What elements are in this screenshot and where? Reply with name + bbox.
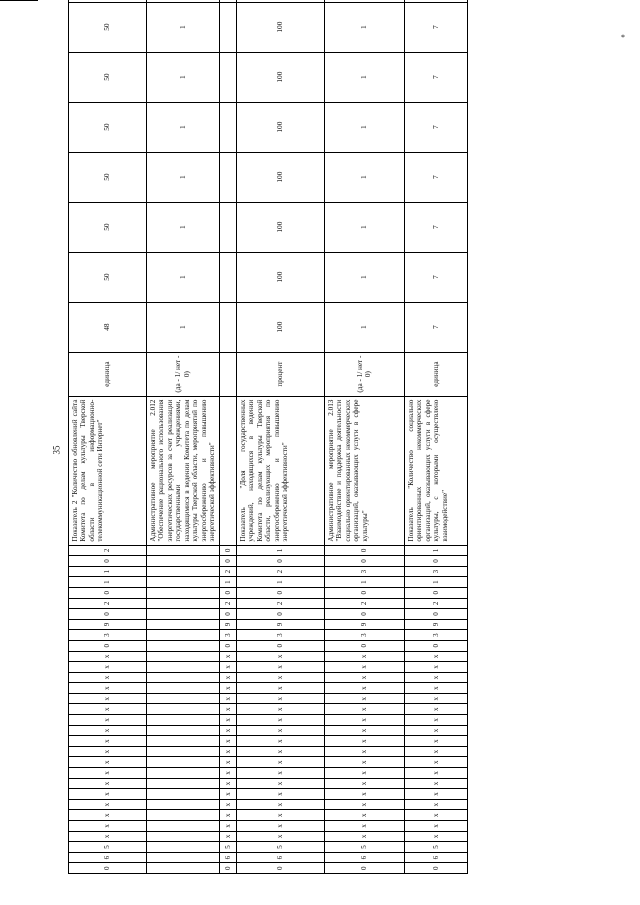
code-cell: [147, 831, 220, 842]
code-cell: х: [236, 810, 324, 821]
value-cell: [404, 0, 467, 2]
code-cell: х: [69, 799, 147, 810]
code-cell: х: [236, 651, 324, 662]
value-cell: 1: [324, 252, 404, 302]
code-cell: х: [69, 725, 147, 736]
code-cell: х: [219, 778, 236, 789]
code-cell: х: [324, 651, 404, 662]
value-cell: 7: [404, 302, 467, 352]
code-cell: х: [236, 757, 324, 768]
value-cell: 1: [147, 2, 220, 52]
corner-mark: *: [621, 33, 625, 42]
code-cell: 2: [236, 566, 324, 577]
code-cell: 0: [324, 609, 404, 620]
code-cell: х: [219, 789, 236, 800]
code-cell: х: [236, 683, 324, 694]
code-cell: х: [219, 672, 236, 683]
table-row: [147, 0, 220, 874]
value-cell: 7: [404, 252, 467, 302]
code-cell: х: [69, 810, 147, 821]
code-cell: 2: [69, 545, 147, 556]
code-cell: х: [236, 778, 324, 789]
value-cell: 7: [404, 52, 467, 102]
value-cell: [219, 2, 236, 52]
unit-cell: единица: [69, 352, 147, 396]
code-cell: 6: [69, 852, 147, 863]
code-cell: х: [404, 704, 467, 715]
code-cell: [147, 842, 220, 853]
code-cell: х: [69, 651, 147, 662]
code-cell: х: [69, 831, 147, 842]
code-cell: х: [236, 821, 324, 832]
description-cell: Показатель "Доля государственных учреждений, находящихся в ведении Комитета по делам культуры Тверской области, реализующих мероприятия по энергосбережению и повышению энергетической эффективности": [236, 396, 324, 545]
code-cell: х: [236, 746, 324, 757]
code-cell: х: [236, 715, 324, 726]
code-cell: 6: [236, 852, 324, 863]
code-cell: х: [236, 704, 324, 715]
code-cell: 0: [404, 556, 467, 567]
code-cell: х: [219, 704, 236, 715]
value-cell: [219, 102, 236, 152]
code-cell: 0: [236, 863, 324, 874]
code-cell: 1: [69, 566, 147, 577]
code-cell: х: [404, 725, 467, 736]
value-cell: 1: [324, 2, 404, 52]
code-cell: [147, 852, 220, 863]
page-number: 35: [51, 445, 62, 455]
code-cell: 0: [219, 609, 236, 620]
code-cell: 9: [236, 619, 324, 630]
value-cell: 48: [69, 302, 147, 352]
code-cell: [147, 778, 220, 789]
code-cell: х: [404, 672, 467, 683]
unit-cell: (да - 1/ нет - 0): [324, 352, 404, 396]
description-cell: [219, 396, 236, 545]
value-cell: 100: [236, 2, 324, 52]
value-cell: 1: [324, 102, 404, 152]
code-cell: 0: [236, 640, 324, 651]
code-cell: х: [219, 715, 236, 726]
code-cell: х: [219, 693, 236, 704]
rotated-table-sheet: [68, 21, 464, 874]
code-cell: 1: [219, 577, 236, 588]
code-cell: [147, 746, 220, 757]
code-cell: х: [69, 736, 147, 747]
code-cell: х: [404, 778, 467, 789]
code-cell: х: [219, 768, 236, 779]
code-cell: [147, 725, 220, 736]
value-cell: 50: [69, 2, 147, 52]
code-cell: х: [324, 704, 404, 715]
code-cell: х: [404, 746, 467, 757]
code-cell: х: [69, 821, 147, 832]
value-cell: 50: [69, 252, 147, 302]
code-cell: х: [404, 768, 467, 779]
code-cell: 0: [69, 587, 147, 598]
code-cell: 5: [236, 842, 324, 853]
code-cell: 2: [324, 598, 404, 609]
code-cell: 9: [404, 619, 467, 630]
code-cell: [147, 556, 220, 567]
value-cell: 1: [147, 102, 220, 152]
code-cell: [147, 587, 220, 598]
code-cell: х: [324, 672, 404, 683]
table-row: [324, 0, 404, 874]
value-cell: 100: [236, 252, 324, 302]
code-cell: [147, 736, 220, 747]
value-cell: 7: [404, 152, 467, 202]
code-cell: х: [236, 736, 324, 747]
code-cell: х: [404, 821, 467, 832]
code-cell: [147, 863, 220, 874]
code-cell: 5: [324, 842, 404, 853]
code-cell: х: [324, 768, 404, 779]
code-cell: х: [324, 725, 404, 736]
value-cell: 7: [404, 2, 467, 52]
table-row: [236, 0, 324, 874]
code-cell: х: [219, 799, 236, 810]
value-cell: [236, 0, 324, 2]
code-cell: 0: [236, 609, 324, 620]
program-indicators-table: [68, 0, 468, 874]
code-cell: х: [236, 789, 324, 800]
code-cell: 5: [69, 842, 147, 853]
code-cell: х: [236, 672, 324, 683]
code-cell: 2: [69, 598, 147, 609]
description-cell: Административное мероприятие 2.013 "Взаимодействие и поддержка деятельности социально ориентированных некоммерческих организаций, оказывающих услуги в сфере культуры": [324, 396, 404, 545]
value-cell: 1: [147, 302, 220, 352]
code-cell: [147, 651, 220, 662]
code-cell: 3: [324, 566, 404, 577]
code-cell: 9: [219, 619, 236, 630]
value-cell: [219, 302, 236, 352]
code-cell: 5: [219, 842, 236, 853]
value-cell: [219, 202, 236, 252]
unit-cell: процент: [236, 352, 324, 396]
code-cell: [147, 810, 220, 821]
code-cell: х: [404, 810, 467, 821]
code-cell: 3: [236, 630, 324, 641]
code-cell: х: [404, 683, 467, 694]
code-cell: 0: [404, 640, 467, 651]
code-cell: х: [236, 799, 324, 810]
code-cell: [147, 598, 220, 609]
code-cell: 2: [219, 566, 236, 577]
code-cell: 0: [219, 556, 236, 567]
code-cell: [147, 630, 220, 641]
code-cell: х: [324, 821, 404, 832]
code-cell: х: [69, 704, 147, 715]
code-cell: х: [236, 768, 324, 779]
value-cell: 50: [69, 52, 147, 102]
code-cell: х: [324, 799, 404, 810]
code-cell: 0: [404, 863, 467, 874]
code-cell: х: [236, 693, 324, 704]
value-cell: [69, 0, 147, 2]
code-cell: 0: [236, 556, 324, 567]
code-cell: 0: [69, 609, 147, 620]
unit-cell: (да - 1/ нет - 0): [147, 352, 220, 396]
code-cell: 1: [236, 545, 324, 556]
code-cell: [147, 619, 220, 630]
code-cell: х: [324, 715, 404, 726]
code-cell: х: [404, 736, 467, 747]
value-cell: 100: [236, 102, 324, 152]
value-cell: 50: [69, 102, 147, 152]
code-cell: 6: [324, 852, 404, 863]
value-cell: 1: [147, 252, 220, 302]
code-cell: х: [404, 831, 467, 842]
code-cell: 0: [69, 640, 147, 651]
code-cell: 3: [404, 630, 467, 641]
code-cell: х: [219, 821, 236, 832]
code-cell: [147, 672, 220, 683]
code-cell: 0: [69, 556, 147, 567]
code-cell: [147, 640, 220, 651]
value-cell: 1: [147, 152, 220, 202]
value-cell: 100: [236, 302, 324, 352]
code-cell: [147, 693, 220, 704]
code-cell: 3: [404, 566, 467, 577]
code-cell: х: [69, 768, 147, 779]
code-cell: х: [324, 789, 404, 800]
value-cell: 1: [147, 202, 220, 252]
value-cell: 100: [236, 202, 324, 252]
code-cell: [147, 768, 220, 779]
code-cell: [147, 609, 220, 620]
code-cell: х: [324, 683, 404, 694]
value-cell: [219, 52, 236, 102]
description-cell: Показатель 2 "Количество обновлений сайта Комитета по делам культуры Тверской области в информационно-телекоммуникационной сети Интернет": [69, 396, 147, 545]
code-cell: 0: [69, 863, 147, 874]
value-cell: 1: [324, 202, 404, 252]
table-row: [404, 0, 467, 874]
code-cell: 0: [219, 545, 236, 556]
code-cell: х: [404, 662, 467, 673]
code-cell: х: [69, 757, 147, 768]
description-cell: Показатель "Количество социально ориентированных некоммерческих организаций, оказывающих услуги в сфере культуры, с которыми осуществлено взаимодействие": [404, 396, 467, 545]
code-cell: 9: [69, 619, 147, 630]
value-cell: 7: [404, 202, 467, 252]
code-cell: х: [219, 651, 236, 662]
code-cell: 5: [404, 842, 467, 853]
code-cell: х: [219, 746, 236, 757]
code-cell: [147, 545, 220, 556]
code-cell: [147, 566, 220, 577]
code-cell: х: [69, 693, 147, 704]
code-cell: 3: [69, 630, 147, 641]
code-cell: 1: [404, 545, 467, 556]
code-cell: х: [219, 725, 236, 736]
code-cell: х: [69, 789, 147, 800]
code-cell: [147, 821, 220, 832]
code-cell: 0: [324, 545, 404, 556]
code-cell: х: [324, 662, 404, 673]
code-cell: 2: [219, 598, 236, 609]
code-cell: х: [69, 672, 147, 683]
table-row: [219, 0, 236, 874]
value-cell: 1: [324, 302, 404, 352]
code-cell: х: [404, 789, 467, 800]
value-cell: [324, 0, 404, 2]
unit-cell: [219, 352, 236, 396]
code-cell: х: [236, 725, 324, 736]
code-cell: х: [404, 651, 467, 662]
code-cell: 0: [324, 556, 404, 567]
description-cell: Административное мероприятие 2.012 "Обеспечение рационального использования энергетических ресурсов за счет реализации государственными учреждениями, находящимися в ведении Комитета по делам культуры Тверской области, мероприятий по энергосбережению и повышению энергетической эффективности": [147, 396, 220, 545]
code-cell: х: [324, 831, 404, 842]
top-edge-line: [0, 0, 38, 1]
code-cell: х: [219, 757, 236, 768]
code-cell: [147, 662, 220, 673]
value-cell: 7: [404, 102, 467, 152]
value-cell: 100: [236, 152, 324, 202]
value-cell: [219, 0, 236, 2]
code-cell: 0: [219, 587, 236, 598]
code-cell: х: [219, 662, 236, 673]
code-cell: х: [404, 757, 467, 768]
value-cell: 1: [324, 152, 404, 202]
code-cell: 6: [404, 852, 467, 863]
code-cell: 1: [324, 577, 404, 588]
code-cell: 6: [219, 852, 236, 863]
code-cell: 3: [324, 630, 404, 641]
code-cell: х: [324, 693, 404, 704]
value-cell: [219, 252, 236, 302]
value-cell: [147, 0, 220, 2]
code-cell: х: [219, 831, 236, 842]
code-cell: 1: [404, 577, 467, 588]
code-cell: [147, 799, 220, 810]
table-row: [69, 0, 147, 874]
code-cell: 1: [236, 577, 324, 588]
code-cell: х: [219, 683, 236, 694]
code-cell: 9: [324, 619, 404, 630]
code-cell: х: [69, 746, 147, 757]
code-cell: х: [324, 746, 404, 757]
code-cell: х: [324, 778, 404, 789]
code-cell: 1: [69, 577, 147, 588]
code-cell: [147, 683, 220, 694]
code-cell: 0: [324, 587, 404, 598]
code-cell: х: [324, 757, 404, 768]
code-cell: [147, 757, 220, 768]
code-cell: [147, 577, 220, 588]
code-cell: х: [219, 736, 236, 747]
value-cell: [219, 152, 236, 202]
code-cell: х: [69, 683, 147, 694]
code-cell: 0: [219, 863, 236, 874]
code-cell: х: [404, 715, 467, 726]
value-cell: 100: [236, 52, 324, 102]
code-cell: [147, 704, 220, 715]
code-cell: х: [324, 736, 404, 747]
code-cell: 0: [219, 640, 236, 651]
code-cell: х: [236, 831, 324, 842]
code-cell: 2: [236, 598, 324, 609]
value-cell: 50: [69, 152, 147, 202]
code-cell: 0: [236, 587, 324, 598]
code-cell: 0: [404, 587, 467, 598]
code-cell: х: [324, 810, 404, 821]
code-cell: х: [404, 693, 467, 704]
code-cell: х: [69, 715, 147, 726]
code-cell: 0: [324, 863, 404, 874]
code-cell: 0: [324, 640, 404, 651]
code-cell: х: [236, 662, 324, 673]
code-cell: х: [404, 799, 467, 810]
code-cell: 3: [219, 630, 236, 641]
code-cell: [147, 789, 220, 800]
code-cell: х: [219, 810, 236, 821]
code-cell: х: [69, 778, 147, 789]
code-cell: х: [69, 662, 147, 673]
value-cell: 1: [324, 52, 404, 102]
code-cell: 2: [404, 598, 467, 609]
value-cell: 1: [147, 52, 220, 102]
code-cell: 0: [404, 609, 467, 620]
unit-cell: единица: [404, 352, 467, 396]
value-cell: 50: [69, 202, 147, 252]
code-cell: [147, 715, 220, 726]
